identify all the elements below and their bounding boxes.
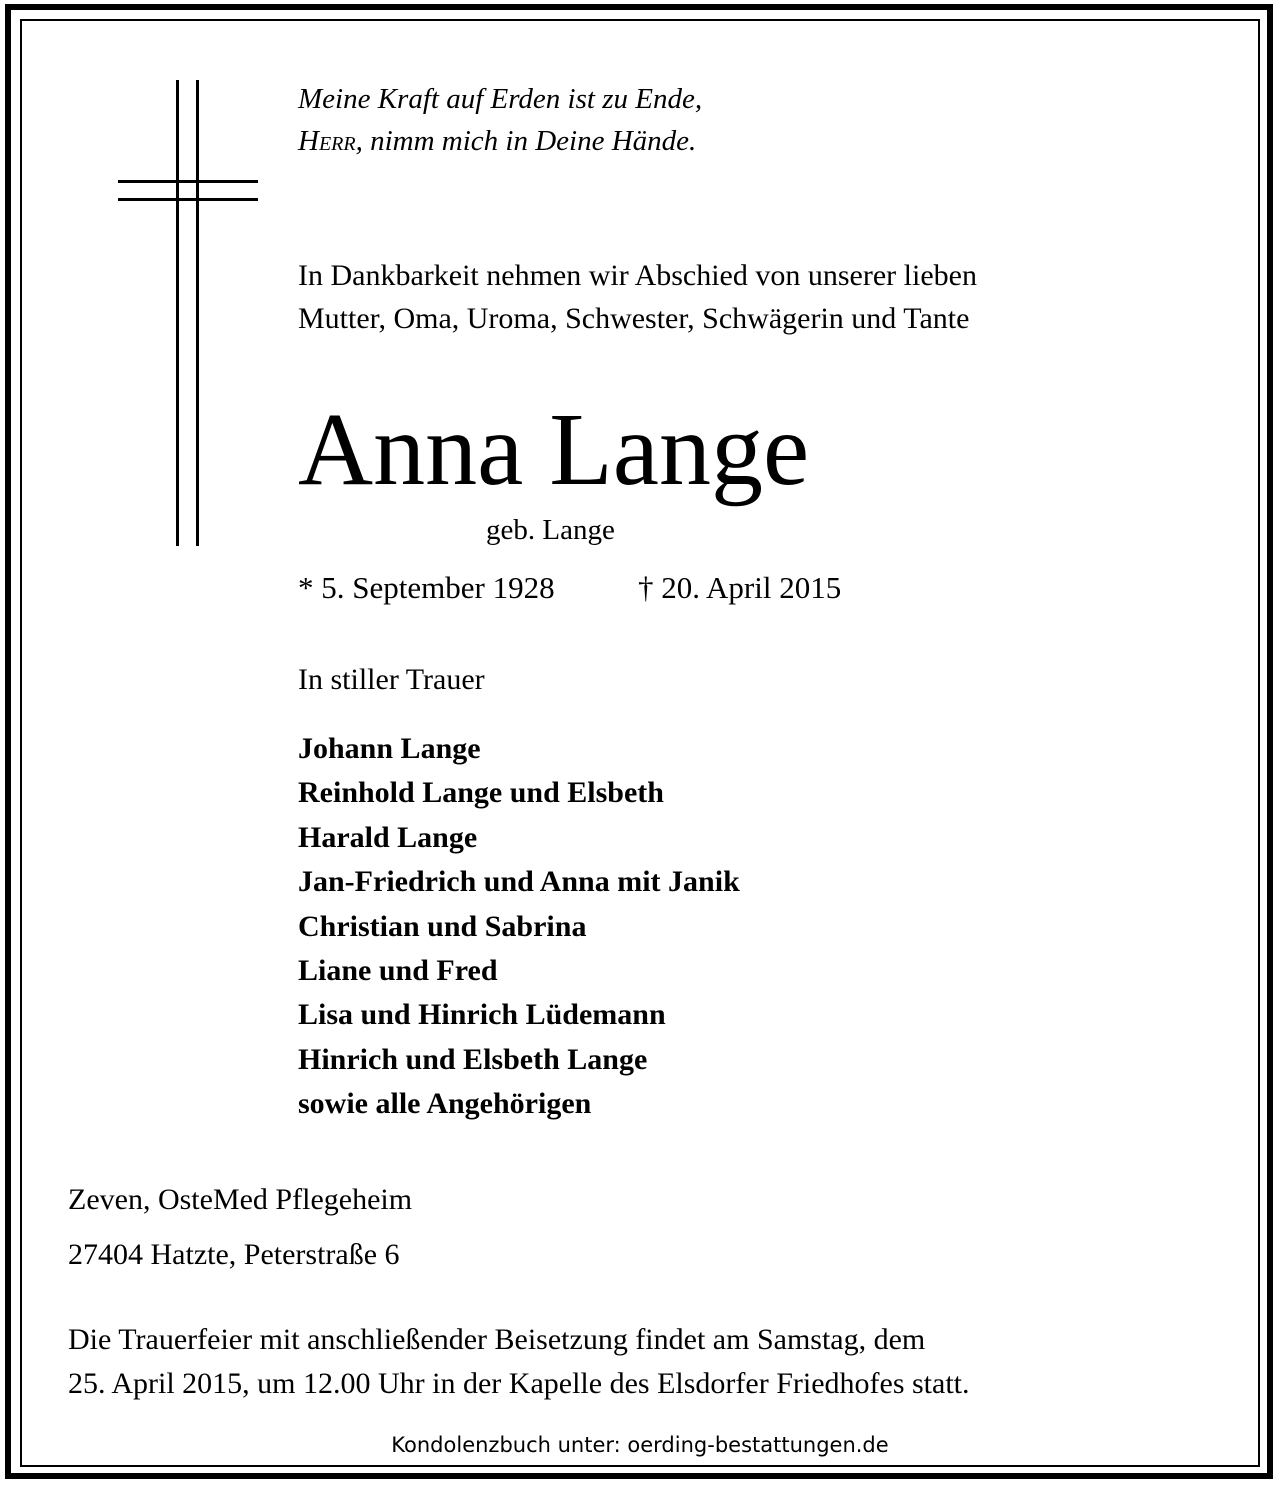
- mourner: Christian und Sabrina: [298, 909, 587, 943]
- mourner: Lisa und Hinrich Lüdemann: [298, 998, 666, 1032]
- intro-line-1: In Dankbarkeit nehmen wir Abschied von unserer lieben: [298, 259, 977, 292]
- place-line-1: Zeven, OsteMed Pflegeheim: [68, 1183, 413, 1216]
- mourning-label: In stiller Trauer: [298, 663, 485, 696]
- mourner: Liane und Fred: [298, 954, 498, 988]
- intro-line-2: Mutter, Oma, Uroma, Schwester, Schwägerin und Tante: [298, 302, 970, 335]
- quote-line-2: [298, 120, 696, 162]
- quote-lord: Herr: [298, 125, 356, 157]
- mourner: sowie alle Angehörigen: [298, 1087, 592, 1121]
- birth-date: * 5. September 1928: [298, 570, 555, 605]
- place-line-2: 27404 Hatzte, Peterstraße 6: [68, 1238, 400, 1271]
- quote-line-2-rest: , nimm mich in Deine Hände.: [355, 125, 697, 157]
- deceased-name: Anna Lange: [298, 392, 810, 507]
- funeral-notice: [68, 1318, 970, 1406]
- mourner: Jan-Friedrich und Anna mit Janik: [298, 865, 740, 899]
- death-date: † 20. April 2015: [638, 570, 842, 605]
- mourner: Johann Lange: [298, 732, 481, 765]
- funeral-line-2: 25. April 2015, um 12.00 Uhr in der Kapelle des Elsdorfer Friedhofes statt.: [68, 1367, 970, 1400]
- mourner: Hinrich und Elsbeth Lange: [298, 1042, 648, 1076]
- mourner: Reinhold Lange und Elsbeth: [298, 776, 664, 810]
- condolence-footer: Kondolenzbuch unter: oerding-bestattungen.de: [391, 1433, 889, 1457]
- mourners-list: [298, 727, 740, 1127]
- funeral-line-1: Die Trauerfeier mit anschließender Beisetzung findet am Samstag, dem: [68, 1323, 926, 1356]
- quote-line-1: Meine Kraft auf Erden ist zu Ende,: [298, 83, 703, 115]
- maiden-name: geb. Lange: [486, 514, 615, 546]
- mourner: Harald Lange: [298, 820, 478, 854]
- cross-icon: [118, 80, 258, 550]
